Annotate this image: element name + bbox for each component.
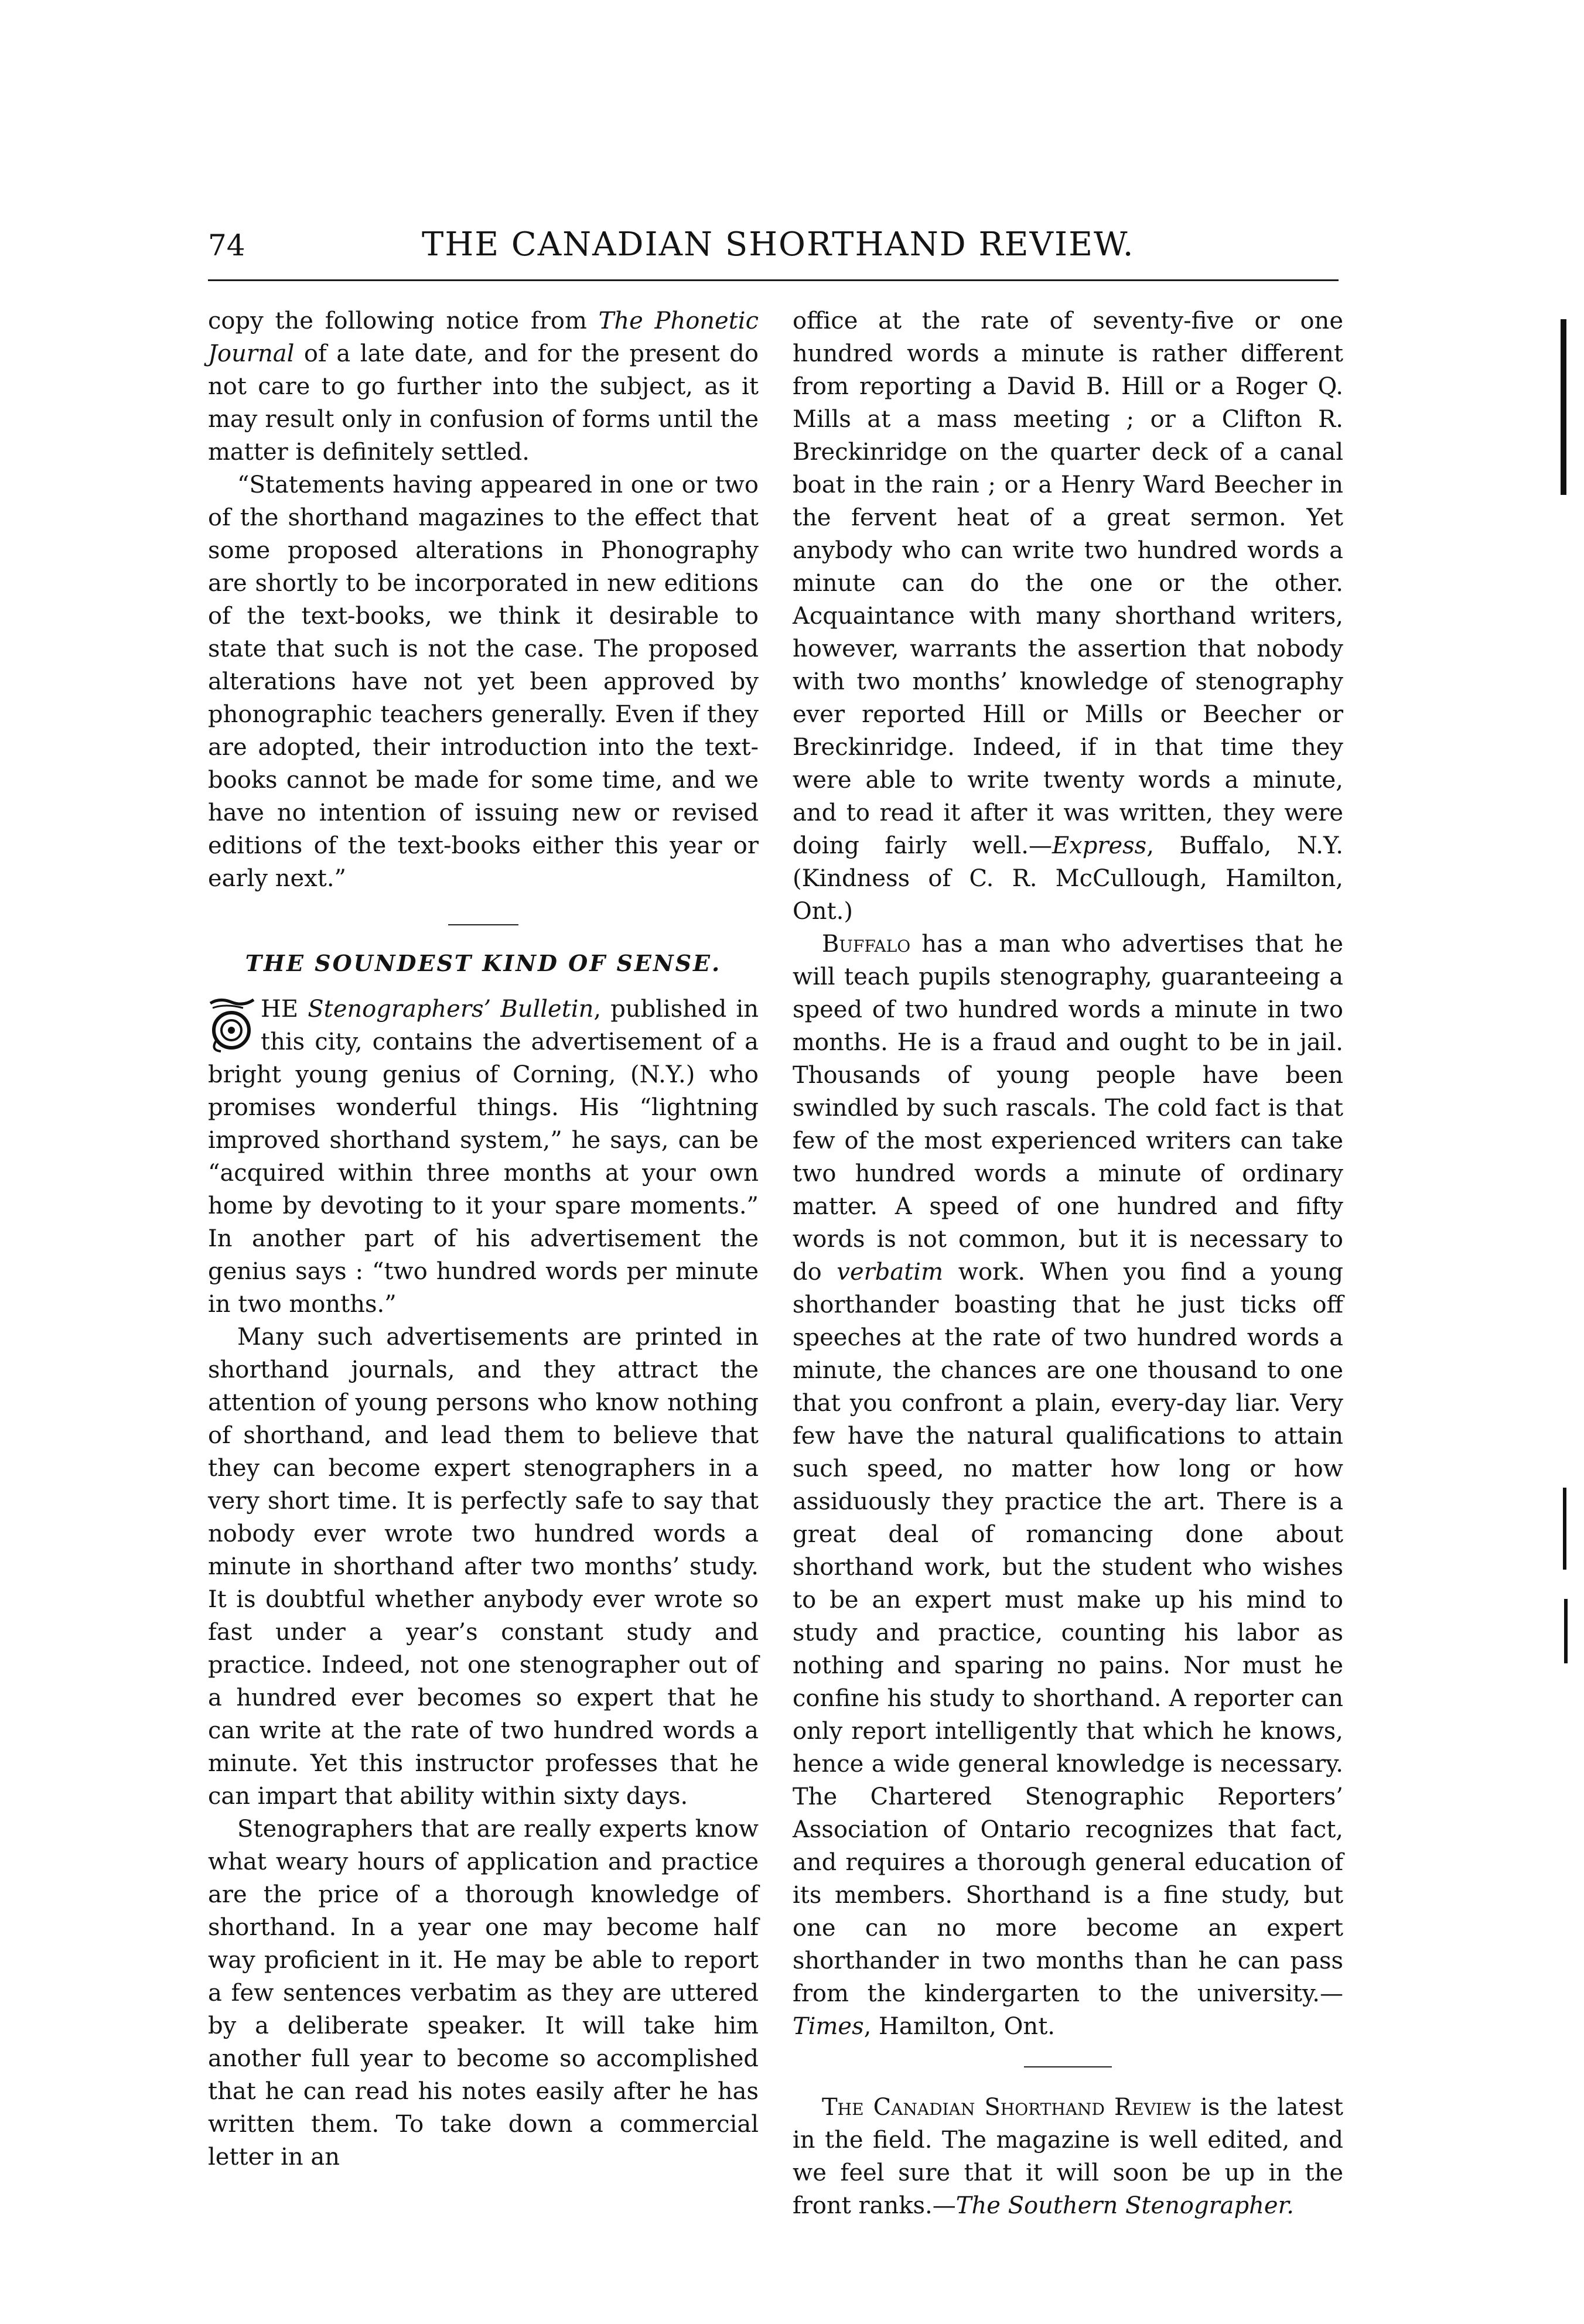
- margin-binding-mark: [1564, 1599, 1568, 1663]
- margin-binding-mark: [1561, 319, 1566, 495]
- section-separator: [448, 924, 518, 925]
- publication-name: Stenographers’ Bulletin: [308, 996, 594, 1023]
- ornamental-dropcap-icon: [208, 996, 256, 1054]
- margin-binding-mark: [1563, 1488, 1566, 1570]
- small-caps-lead: Buffalo: [822, 931, 911, 958]
- page-number: 74: [208, 228, 245, 262]
- section-separator: [1024, 2066, 1112, 2067]
- article-paragraph: Many such advertisements are printed in shorthand journals, and they attract the attention of young persons who know nothing of shorthand, and lead them to believe that they can become expert stenographers in a very short time. It is perfectly safe to say that nobody ever wrote two hundred words a minute in shorthand after two months’ study. It is doubtful whether anybody ever wrote so fast under a year’s constant study and practice. Indeed, not one stenographer out of a hundred ever becomes so expert that he can write at the rate of two hundred words a minute. Yet this instructor professes that he can impart that ability within sixty days.: [208, 1324, 759, 1810]
- publication-name: The Phonetic Journal: [208, 307, 759, 367]
- source-citation: Express: [1052, 832, 1147, 859]
- article-paragraph: Stenographers that are really experts know what weary hours of application and practice are the price of a thorough knowledge of shorthand. In a year one may become half way proficient in it. He may be able to report a few sentences verbatim as they are uttered by a deliberate speaker. It will take him another full year to become so accomplished that he can read his notes easily after he has written them. To take down a commercial letter in an: [208, 1816, 759, 2171]
- article-continuation-paragraph: office at the rate of seventy-five or one hundred words a minute is rather different from reporting a David B. Hill or a Roger Q. Mills at a mass meeting ; or a Clifton R. Breckinridge on the quarter deck of a canal boat in the rain ; or a Henry Ward Beecher in the fervent heat of a great sermon. Yet anybody who can write two hundred words a minute can do the one or the other. Acquaintance with many shorthand writers, however, warrants the assertion that nobody with two months’ knowledge of stenography ever reported Hill or Mills or Beecher or Breckinridge. Indeed, if in that time they were able to write twenty words a minute, and to read it after it was written, they were doing fairly well.—Express, Buffalo, N.Y. (Kindness of C. R. McCullough, Hamilton, Ont.): [793, 307, 1343, 925]
- right-column: [793, 305, 1343, 2222]
- section-title: THE SOUNDEST KIND OF SENSE.: [245, 950, 722, 976]
- quoted-notice-paragraph: “Statements having appeared in one or two of the shorthand magazines to the effect that some proposed alterations in Phonography are shortly to be incorporated in new editions of the text-books, we think it desirable to state that such is not the case. The proposed alterations have not yet been approved by phonographic teachers generally. Even if they are adopted, their introduction into the text-books cannot be made for some time, and we have no intention of issuing new or revised editions of the text-books either this year or early next.”: [208, 471, 759, 892]
- running-title: THE CANADIAN SHORTHAND REVIEW.: [422, 225, 1135, 264]
- left-column: [208, 305, 759, 2173]
- review-notice-paragraph: The Canadian Shorthand Review is the latest in the field. The magazine is well edited, and we feel sure that it will soon be up in the front ranks.—The Southern Stenographer.: [793, 2094, 1343, 2219]
- notice-intro-paragraph: copy the following notice from The Phonetic Journal of a late date, and for the present do not care to go further into the subject, as it may result only in confusion of forms until the matter is definitely settled.: [208, 307, 759, 466]
- source-citation: Times: [793, 2013, 864, 2040]
- page-header: [208, 225, 1339, 278]
- article-opening-paragraph: HE Stenographers’ Bulletin, published in this city, contains the advertisement of a bright young genius of Corning, (N.Y.) who promises wonderful things. His “lightning improved shorthand system,” he says, can be “acquired within three months at your own home by devoting to it your spare moments.” In another part of his advertisement the genius says : “two hundred words per minute in two months.”: [208, 996, 759, 1318]
- small-caps-lead: The Canadian Shorthand Review: [822, 2094, 1192, 2121]
- header-rule: [208, 279, 1339, 281]
- source-citation: The Southern Stenographer.: [955, 2192, 1295, 2219]
- buffalo-paragraph: Buffalo has a man who advertises that he will teach pupils stenography, guaranteeing a speed of two hundred words a minute in two months. He is a fraud and ought to be in jail. Thousands of young people have been swindled by such rascals. The cold fact is that few of the most experienced writers can take two hundred words a minute of ordinary matter. A speed of one hundred and fifty words is not common, but it is necessary to do verbatim work. When you find a young shorthander boasting that he just ticks off speeches at the rate of two hundred words a minute, the chances are one thousand to one that you confront a plain, every-day liar. Very few have the natural qualifications to attain such speed, no matter how long or how assiduously they practice the art. There is a great deal of romancing done about shorthand work, but the student who wishes to be an expert must make up his mind to study and practice, counting his labor as nothing and sparing no pains. Nor must he confine his study to shorthand. A reporter can only report intelligently that which he knows, hence a wide general knowledge is necessary. The Chartered Stenographic Reporters’ Association of Ontario recognizes that fact, and requires a thorough general education of its members. Shorthand is a fine study, but one can no more become an expert shorthander in two months than he can pass from the kindergarten to the university.—Times, Hamilton, Ont.: [793, 931, 1344, 2040]
